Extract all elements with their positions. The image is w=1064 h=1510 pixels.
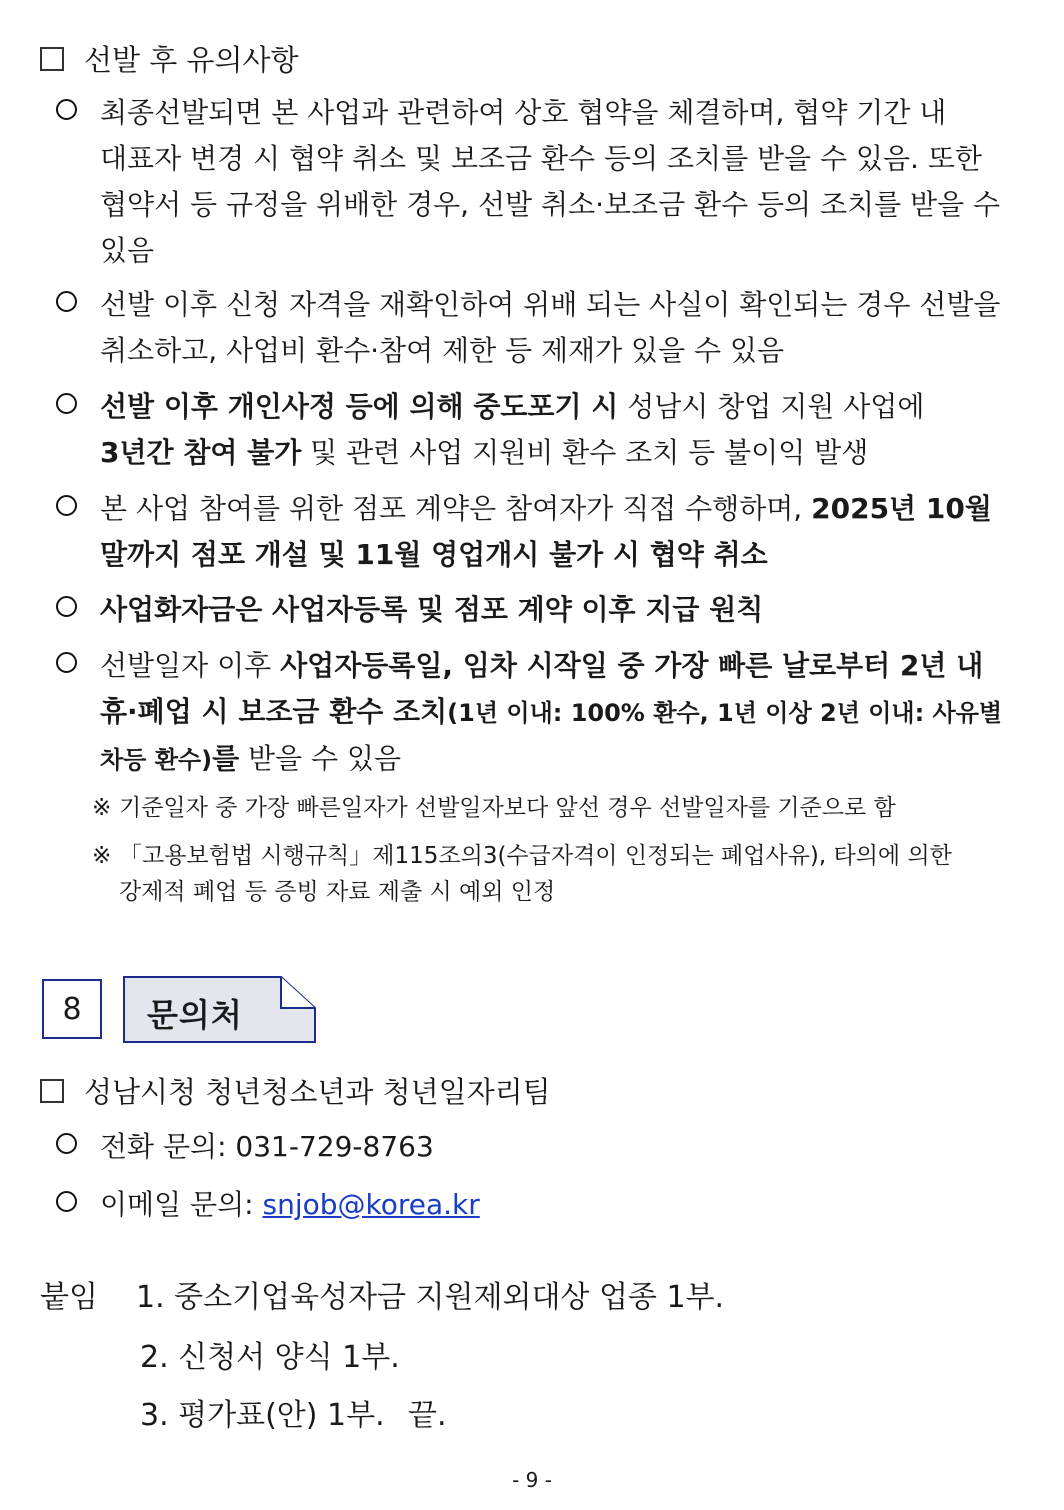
notice-text: 최종선발되면 본 사업과 관련하여 상호 협약을 체결하며, 협약 기간 내 대표자 변경 시 협약 취소 및 보조금 환수 등의 조치를 받을 수 있음. 또한 협약서 등 규정을 위배한 경우, 선발 취소·보조금 환수 등의 조치를 받을 수 있음 <box>100 96 1001 267</box>
emphasis-text: 를 <box>212 742 240 775</box>
plain-text: 받을 수 있음 <box>239 742 402 775</box>
notice-item <box>56 90 1006 274</box>
attachment-item: 2. 신청서 양식 1부. <box>140 1340 400 1375</box>
square-bullet-icon <box>40 1079 64 1103</box>
circle-bullet-icon <box>56 596 77 617</box>
note-mark: ※ <box>92 843 112 869</box>
reference-note <box>92 790 1004 826</box>
emphasis-text: 선발 이후 개인사정 등에 의해 중도포기 시 <box>100 390 619 423</box>
plain-text: 본 사업 참여를 위한 점포 계약은 참여자가 직접 수행하며, <box>100 492 812 525</box>
note-mark: ※ <box>92 795 112 821</box>
plain-text: 선발일자 이후 <box>100 649 281 682</box>
note-text: 「고용보험법 시행규칙」제115조의3(수급자격이 인정되는 폐업사유), 타의에 의한 강제적 폐업 등 증빙 자료 제출 시 예외 인정 <box>119 843 952 905</box>
reference-note <box>92 838 1004 910</box>
notice-text: 선발 이후 신청 자격을 재확인하여 위배 되는 사실이 확인되는 경우 선발을 취소하고, 사업비 환수·참여 제한 등 제재가 있을 수 있음 <box>100 288 1001 367</box>
notice-item <box>56 486 1006 578</box>
circle-bullet-icon <box>56 1191 77 1212</box>
emphasis-text: 사업화자금은 사업자등록 및 점포 계약 이후 지급 원칙 <box>100 593 764 626</box>
section-title: 선발 후 유의사항 <box>84 43 299 77</box>
email-link[interactable]: snjob@korea.kr <box>262 1188 480 1221</box>
note-text: 기준일자 중 가장 빠른일자가 선발일자보다 앞선 경우 선발일자를 기준으로 함 <box>119 795 896 821</box>
attachments-label: 붙임 <box>40 1280 98 1315</box>
circle-bullet-icon <box>56 291 77 312</box>
emphasis-text: 2025년 10월 말까지 점포 개설 및 11월 영업개시 불가 시 협약 취소 <box>100 492 992 571</box>
end-mark: 끝. <box>408 1398 447 1433</box>
circle-bullet-icon <box>56 99 77 120</box>
square-bullet-icon <box>40 47 64 71</box>
circle-bullet-icon <box>56 1133 77 1154</box>
emphasis-text: 사업자등록일, 임차 시작일 중 가장 빠른 날로부터 2년 내 휴·폐업 시 보조금 환수 조치 <box>100 649 984 728</box>
section-heading-selection-notes <box>40 38 299 79</box>
plain-text: 성남시 창업 지원 사업에 <box>618 390 925 423</box>
contact-email-label: 이메일 문의: <box>100 1188 263 1221</box>
attachment-item: 1. 중소기업육성자금 지원제외대상 업종 1부. <box>136 1280 725 1315</box>
circle-bullet-icon <box>56 652 77 673</box>
section-title: 문의처 <box>147 996 243 1034</box>
notice-text <box>100 643 1006 783</box>
contact-email-row <box>100 1182 1006 1228</box>
notice-item <box>56 587 1006 633</box>
circle-bullet-icon <box>56 495 77 516</box>
department-name: 성남시청 청년청소년과 청년일자리팀 <box>84 1075 551 1109</box>
notice-text <box>100 384 1006 476</box>
section-number-box: 8 <box>42 979 102 1039</box>
contact-email-item <box>56 1182 1006 1228</box>
contact-phone-text: 전화 문의: 031-729-8763 <box>100 1130 434 1163</box>
circle-bullet-icon <box>56 393 77 414</box>
notice-text <box>100 486 1006 578</box>
section-heading-contact-dept <box>40 1070 551 1111</box>
plain-text: 및 관련 사업 지원비 환수 조치 등 불이익 발생 <box>301 436 869 469</box>
emphasis-text: 3년간 참여 불가 <box>100 436 302 469</box>
contact-phone-item <box>56 1124 1006 1170</box>
notice-item <box>56 643 1006 783</box>
attachment-item: 3. 평가표(안) 1부. <box>140 1398 385 1433</box>
page-number: - 9 - <box>512 1468 552 1492</box>
emphasis-small-text: (1년 이내: 100% 환수, 1년 이상 2년 이내: 사유별 차등 환수) <box>100 699 1003 774</box>
notice-item <box>56 384 1006 476</box>
notice-text <box>100 587 1006 633</box>
notice-item <box>56 282 1006 374</box>
